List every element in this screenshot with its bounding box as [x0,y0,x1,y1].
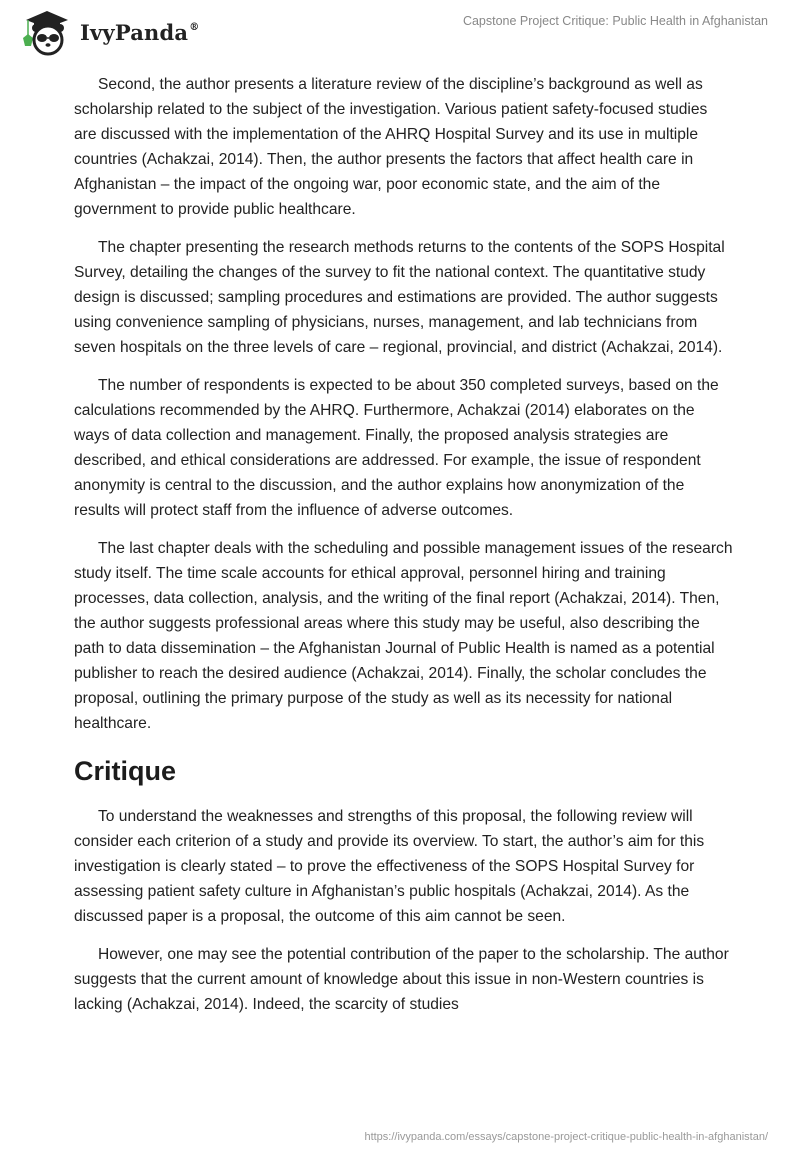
paragraph: The chapter presenting the research methods returns to the contents of the SOPS Hospital Survey, detailing the changes of the survey to fit the national context. The quantitative study design is discussed; sampling procedures and estimations are provided. The author suggests using convenience sampling of physicians, nurses, management, and lab technicians from seven hospitals on the three levels of care – regional, provincial, and district (Achakzai, 2014). [74,239,725,356]
paragraph: The number of respondents is expected to be about 350 completed surveys, based on the calculations recommended by the AHRQ. Furthermore, Achakzai (2014) elaborates on the ways of data collection and management. Finally, the proposed analysis strategies are described, and ethical considerations are addressed. For example, the issue of respondent anonymity is central to the discussion, and the author explains how anonymization of the results will protect staff from the influence of adverse outcomes. [74,377,719,519]
panda-graduate-icon [18,8,76,56]
registered-mark: ® [189,21,200,33]
essay-content [74,72,734,1030]
source-url[interactable]: https://ivypanda.com/essays/capstone-project-critique-public-health-in-afghanistan/ [364,1131,768,1143]
brand-text: IvyPanda [80,19,189,45]
paragraph: Second, the author presents a literature review of the discipline’s background as well as scholarship related to the subject of the investigation. Various patient safety-focused studies are discussed with the implementation of the AHRQ Hospital Survey and its use in multiple countries (Achakzai, 2014). Then, the author presents the factors that affect health care in Afghanistan – the impact of the ongoing war, poor economic state, and the aim of the government to provide public healthcare. [74,76,708,218]
paragraph: To understand the weaknesses and strengths of this proposal, the following review will consider each criterion of a study and provide its overview. To start, the author’s aim for this investigation is clearly stated – to prove the effectiveness of the SOPS Hospital Survey for assessing patient safety culture in Afghanistan’s public hospitals (Achakzai, 2014). As the discussed paper is a proposal, the outcome of this aim cannot be seen. [74,808,705,925]
paragraph: The last chapter deals with the scheduling and possible management issues of the research study itself. The time scale accounts for ethical approval, personnel hiring and training processes, data collection, analysis, and the writing of the final report (Achakzai, 2014). Then, the author suggests professional areas where this study may be useful, also describing the path to data dissemination – the Afghanistan Journal of Public Health is named as a potential publisher to reach the desired audience (Achakzai, 2014). Finally, the scholar concludes the proposal, outlining the primary purpose of the study as well as its necessity for national healthcare. [74,540,733,732]
section-heading: Critique [74,756,177,786]
brand-name [80,20,199,45]
document-title: Capstone Project Critique: Public Health in Afghanistan [462,14,768,28]
page-header [0,0,800,60]
paragraph: However, one may see the potential contribution of the paper to the scholarship. The author suggests that the current amount of knowledge about this issue in non-Western countries is lacking (Achakzai, 2014). Indeed, the scarcity of studies [74,946,729,1013]
logo[interactable] [18,8,199,56]
